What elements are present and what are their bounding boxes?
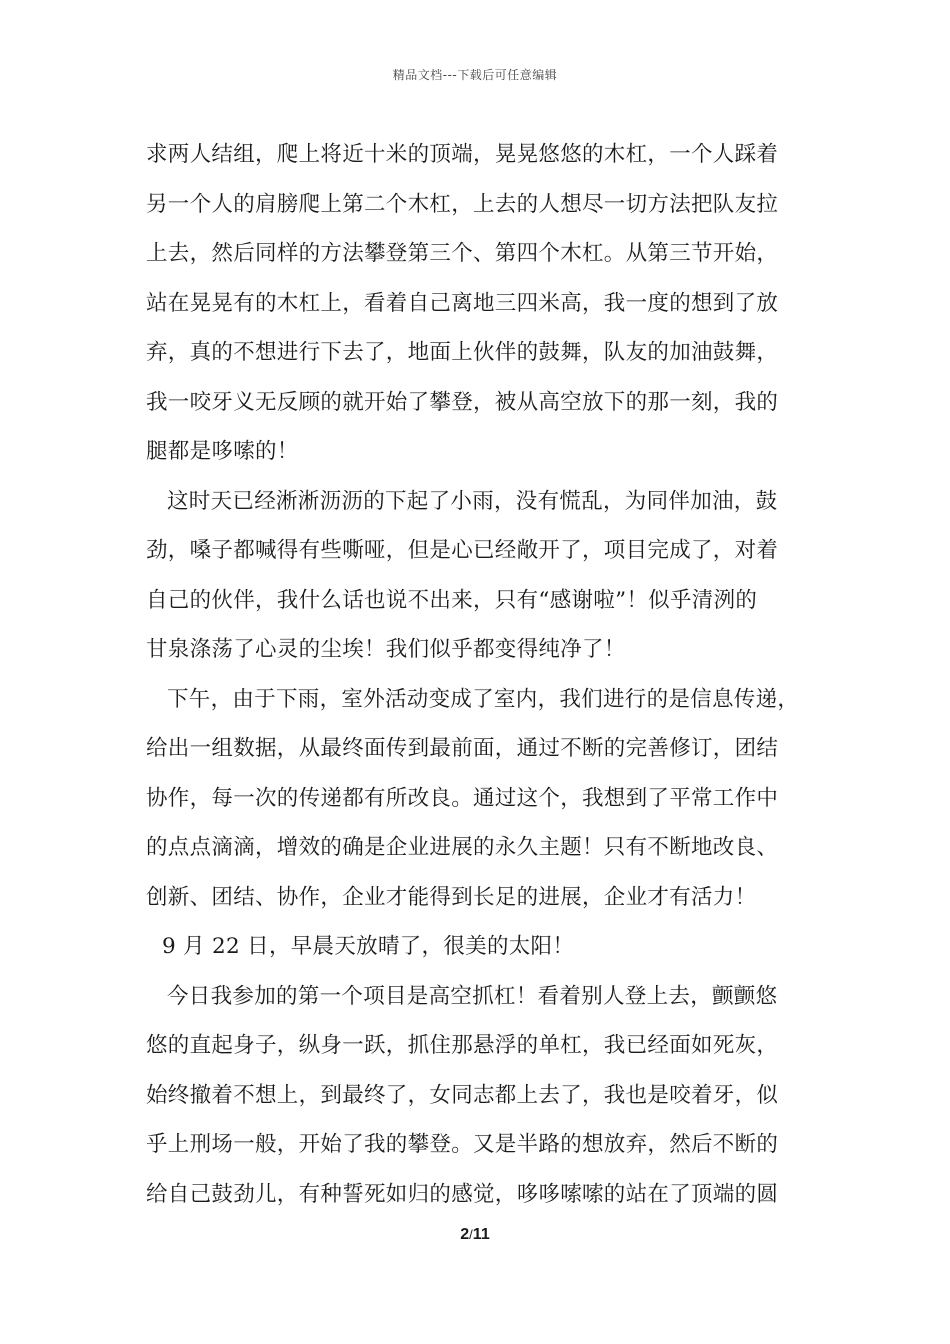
text-line: 协作，每一次的传递都有所改良。通过这个，我想到了平常工作中 [146,785,779,811]
text-line: 给自己鼓劲儿，有种誓死如归的感觉，哆哆嗦嗦的站在了顶端的圆 [146,1181,779,1207]
text-line: 腿都是哆嗦的！ [146,439,299,464]
page-separator: / [469,1227,473,1242]
text-line: 弃，真的不想进行下去了，地面上伙伴的鼓舞，队友的加油鼓舞， [146,340,779,365]
text-line: 上去，然后同样的方法攀登第三个、第四个木杠。从第三节开始， [146,241,779,266]
text-line: 甘泉涤荡了心灵的尘埃！我们似乎都变得纯净了！ [146,637,626,662]
text-line: 给出一组数据，从最终面传到最前面，通过不断的完善修订，团结 [146,736,779,761]
page-header [0,66,950,83]
text-line: 劲，嗓子都喊得有些嘶哑，但是心已经敞开了，项目完成了，对着 [146,538,779,563]
text-line: 自己的伙伴，我什么话也说不出来，只有“感谢啦”！似乎清洌的 [146,587,758,613]
current-page-number: 2 [460,1226,470,1243]
header-text: 精品文档---下载后可任意编辑 [392,68,558,82]
text-line: 的点点滴滴，增效的确是企业进展的永久主题！只有不断地改良、 [146,835,779,860]
page-footer [0,1226,950,1244]
paragraph-first-line: 下午，由于下雨，室外活动变成了室内，我们进行的是信息传递， [167,686,800,712]
paragraph-first-line: 今日我参加的第一个项目是高空抓杠！看着别人登上去，颤颤悠 [167,983,778,1009]
text-line: 乎上刑场一般，开始了我的攀登。又是半路的想放弃，然后不断的 [146,1132,779,1157]
text-line: 我一咬牙义无反顾的就开始了攀登，被从高空放下的那一刻，我的 [146,389,779,415]
total-pages: 11 [472,1226,490,1243]
text-line: 悠的直起身子，纵身一跃，抓住那悬浮的单杠，我已经面如死灰， [146,1033,779,1058]
text-line: 站在晃晃有的木杠上，看着自己离地三四米高，我一度的想到了放 [146,290,779,316]
text-line: 始终撤着不想上，到最终了，女同志都上去了，我也是咬着牙，似 [146,1082,779,1108]
document-body [146,130,818,1219]
text-line: 求两人结组，爬上将近十米的顶端，晃晃悠悠的木杠，一个人踩着 [146,142,779,167]
text-line: 另一个人的肩膀爬上第二个木杠，上去的人想尽一切方法把队友拉 [146,191,779,217]
date-line: 9 月 22 日，早晨天放晴了，很美的太阳！ [162,934,575,959]
paragraph-first-line: 这时天已经淅淅沥沥的下起了小雨，没有慌乱，为同伴加油，鼓 [167,488,778,514]
text-line: 创新、团结、协作，企业才能得到长足的进展，企业才有活力！ [146,884,757,910]
